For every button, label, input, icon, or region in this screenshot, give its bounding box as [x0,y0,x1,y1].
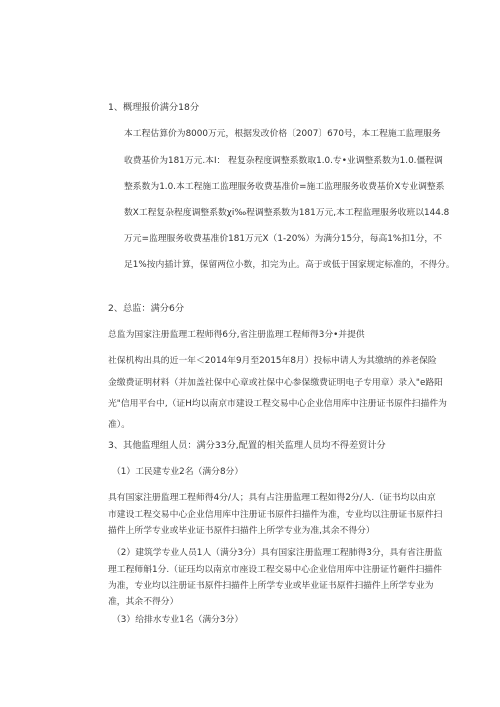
section2-heading: 2、总监：满分6分 [108,303,185,314]
section1-heading: 1、概理报价满分18分 [108,102,200,113]
section3-sub3-title: （3）给排水专业1名（满分3分） [112,615,244,625]
section1-line: 本工程估算价为8000万元，根据发改价格〔2007〕670号，本工程施工监理服务 [124,129,441,139]
section2-line: 金缴费证明材料（并加盖社保中心章或社保中心参保缴费证明电子专用章）录入"e路阳 [108,378,443,388]
section1-line: 数X工程复杂程度调整系数χi‰程调整系数为181万元,本工程监理服务收班以144.8 [124,208,450,218]
section3-sub2-line: 理工程师斛1分.（证珏均以南京市座设工程交易中心企业信用库中注册证竹砸件扫描件 [108,565,442,575]
section3-sub1-title: （1）工民建专业2名（满分8分） [112,467,244,477]
section1-line: 足1%按内插计算，保留两位小数，扣完为止。高于或低于国家规定标准的，不得分。 [124,260,455,270]
section3-sub2-line: 为准，专业均以注册证书原件扫描件上所学专业或毕业证书原件扫描件上所学专业为 [108,581,434,591]
section3-sub1-line: 具有国家注册监理工程师得4分/人；具有占注册监理工程如得2分/人.（证书均以由京 [108,493,436,503]
section3-sub2-line: 准，其余不得分） [108,597,179,607]
section3-sub2-line: （2）建筑学专业人员1人（满分3分）具有国家注册监理工程肺得3分，具有省注册监 [112,548,443,558]
section3-heading: 3、其他监理组人员：满分33分,配置的相关监理人员均不得差贸计分 [108,440,386,451]
section1-line: 收费基价为181万元.本I： 程复杂程度调整系数取1.0.专•业调整系数为1.0.僵程调 [124,156,443,166]
section2-line: 准）。 [108,420,130,430]
section2-line: 总监为国家注册监理工程师得6分,省注册监理工程师得3分•并提供 [108,330,365,340]
section3-sub1-line: 描件上所学专业或毕业证书原件扫描件上所学专业为准,其余不得分） [108,526,375,536]
section2-line: 社保机构出具的近一年＜2014年9月至2015年8月）投标申请人为其缴纳的养老保险 [108,356,437,366]
section1-line: 整系数为1.0.本工程施工监理服务收费基准价=施工监理服务收费基价X专业调整系 [124,182,445,192]
section2-line: 光"信用平台中,（证H均以南京市建设工程交易中心企业信用库中注册证书原件扫描件为 [108,399,447,409]
section3-sub1-line: 市建设工程交易中心企业信用库中注册证书原件扫描件为准，专业均以注册证书原件扫 [108,510,443,520]
section1-line: 万元=监理服务收费基准价181万元X（1-20%）为满分15分，每高1%扣1分，不 [124,234,442,244]
